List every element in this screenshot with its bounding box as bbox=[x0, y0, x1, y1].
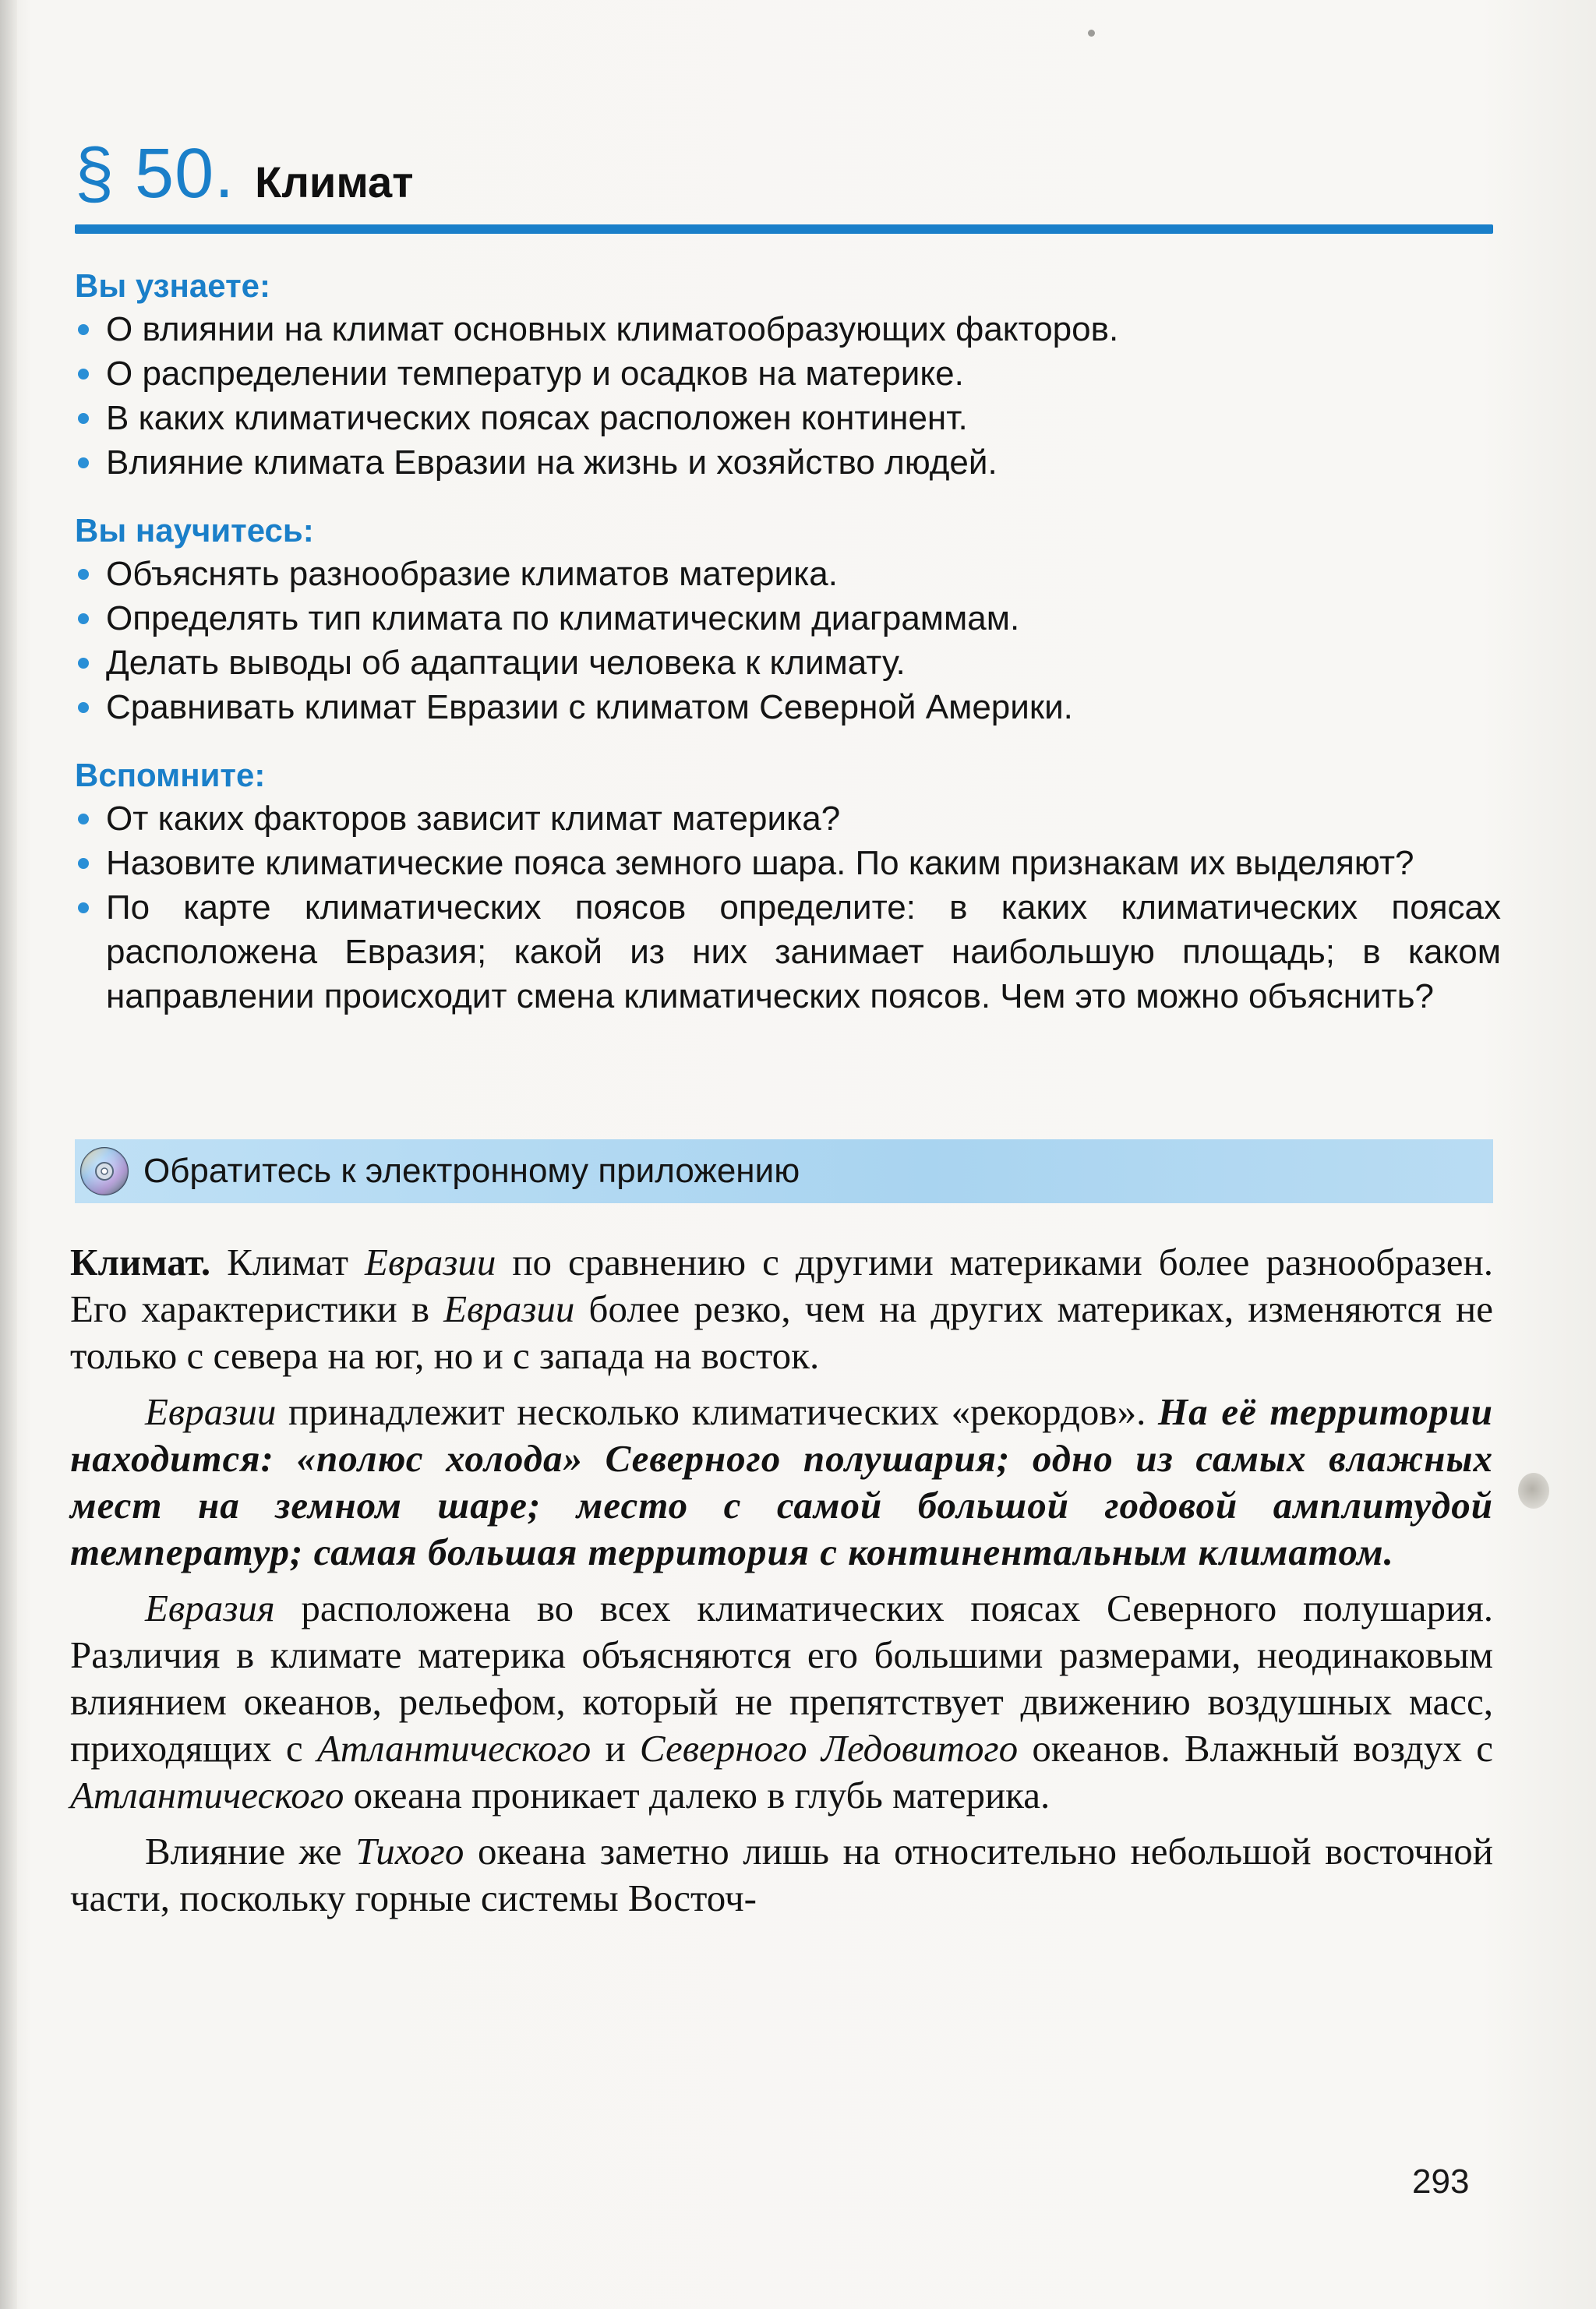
section-number: § 50. bbox=[75, 135, 235, 213]
paragraph-climate: Климат. Климат Евразии по сравнению с другими материками более разнообразен. Его характеристики в Евразии более резко, чем на других материках, изменяются не только с севера на юг, но и с запада на восток. bbox=[70, 1241, 1493, 1377]
list-item: Сравнивать климат Евразии с климатом Северной Америки. bbox=[75, 685, 1501, 729]
learn-list bbox=[75, 307, 1501, 485]
paragraph-records: Евразии принадлежит несколько климатических «рекордов». На её территории находится: «полюс холода» Северного полушария; одно из самых влажных мест на земном шаре; место с самой большой годовой амплитудой температур; самая большая территория с континентальным климатом. bbox=[70, 1390, 1493, 1573]
list-item: Определять тип климата по климатическим диаграммам. bbox=[75, 596, 1501, 641]
list-item: Назовите климатические пояса земного шара. По каким признакам их выделяют? bbox=[75, 841, 1501, 885]
bullet-dot-icon bbox=[78, 814, 89, 824]
learn-block bbox=[75, 265, 1501, 485]
bullet-dot-icon bbox=[78, 569, 89, 580]
section-header bbox=[75, 135, 414, 224]
print-speck bbox=[1088, 30, 1095, 37]
bullet-dot-icon bbox=[78, 613, 89, 624]
bullet-dot-icon bbox=[78, 658, 89, 669]
recall-list bbox=[75, 796, 1501, 1019]
skills-heading: Вы научитесь: bbox=[75, 512, 314, 549]
bullet-dot-icon bbox=[78, 413, 89, 424]
recall-heading: Вспомните: bbox=[75, 757, 266, 793]
paragraph-belts: Евразия расположена во всех климатических поясах Северного полушария. Различия в климате материка объясняются его большими размерами, неодинаковым влиянием океанов, рельефом, который не препятствует движению воздушных масс, приходящих с Атлантического и Северного Ледовитого океанов. Влажный воздух с Атлантического океана проникает далеко в глубь материка. bbox=[70, 1587, 1493, 1816]
skills-list bbox=[75, 552, 1501, 729]
list-item: Делать выводы об адаптации человека к климату. bbox=[75, 641, 1501, 685]
header-underline bbox=[75, 224, 1493, 234]
print-smudge bbox=[1518, 1473, 1549, 1509]
list-item: По карте климатических поясов определите: в каких климатических поясах расположена Евразия; какой из них занимает наибольшую площадь; в каком направлении происходит смена климатических поясов. Чем это можно объяснить? bbox=[75, 885, 1501, 1019]
main-text bbox=[70, 1239, 1493, 1931]
page-binding-edge bbox=[0, 0, 17, 2309]
e-appendix-banner bbox=[75, 1139, 1493, 1203]
bullet-dot-icon bbox=[78, 902, 89, 913]
bullet-dot-icon bbox=[78, 702, 89, 713]
skills-block bbox=[75, 510, 1501, 729]
section-title: Климат bbox=[255, 157, 414, 207]
paragraph-pacific: Влияние же Тихого океана заметно лишь на относительно небольшой восточной части, поскольку горные системы Восточ- bbox=[70, 1830, 1494, 1919]
e-appendix-text: Обратитесь к электронному приложению bbox=[143, 1152, 800, 1190]
recall-block bbox=[75, 754, 1501, 1019]
list-item: О распределении температур и осадков на материке. bbox=[75, 351, 1501, 396]
bullet-dot-icon bbox=[78, 457, 89, 468]
list-item: Объяснять разнообразие климатов материка. bbox=[75, 552, 1501, 596]
bullet-dot-icon bbox=[78, 369, 89, 380]
list-item: Влияние климата Евразии на жизнь и хозяйство людей. bbox=[75, 440, 1501, 485]
list-item: О влиянии на климат основных климатообразующих факторов. bbox=[75, 307, 1501, 351]
learn-heading: Вы узнаете: bbox=[75, 267, 270, 304]
list-item: От каких факторов зависит климат материка? bbox=[75, 796, 1501, 841]
cd-disc-icon bbox=[79, 1146, 129, 1196]
page-number: 293 bbox=[1412, 2162, 1470, 2201]
bullet-dot-icon bbox=[78, 858, 89, 869]
bullet-dot-icon bbox=[78, 324, 89, 335]
list-item: В каких климатических поясах расположен континент. bbox=[75, 396, 1501, 440]
